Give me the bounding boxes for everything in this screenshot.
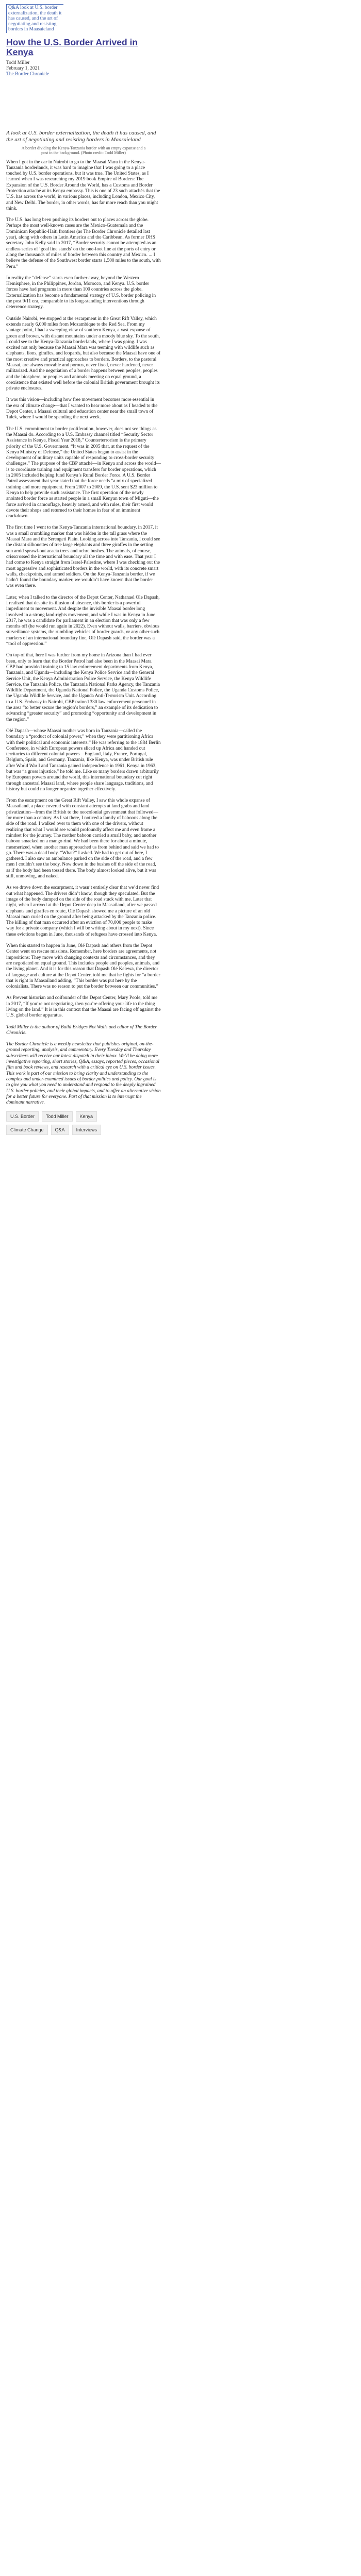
tag-row xyxy=(6,1125,161,1135)
tag-us-border[interactable]: U.S. Border xyxy=(6,1111,39,1122)
paragraph-13: When this started to happen in June, Olé Dapash and others from the Depot Center went on rescue missions. Remember, here borders are agreements, not impositions: They move with changing contexts and circumstances, and they are negotiated on equal ground. This includes people and peoples, animals, and the living planet. And it is for this reason that Dapash Olé Kelewa, the director of language and culture at the Depot Center, told me that he fights for “a border that is right in Maasailand adding, “This border was put here by the colonialists. There was no reason to put the border between our communities.” xyxy=(6,943,160,990)
publish-date: February 1, 2021 xyxy=(6,65,40,71)
paragraph-10: Olé Dapash—whose Maasai mother was born in Tanzania—called the boundary a “product of colonial power,” when they were partitioning Africa with their political and economic interests.” He was referring to the 1884 Berlin Conference, in which European powers sliced up Africa and handed out territories to different colonial powers—England, Italy, France, Portugal, Belgium, Spain, and Germany. Tanzania, like Kenya, was under British rule after World War I and Tanzania gained independence in 1961, Kenya in 1963, but was “a gross injustice,” he told me. Like so many borders drawn arbitrarily by European powers around the world, this international boundary cut right through ancestral Maasai land, where people share language, traditions, and history but could no longer organize together effectively. xyxy=(6,728,161,792)
paragraph-1: When I got in the car in Nairobi to go to the Maasai Mara in the Kenya-Tanzania borderlands, it was hard to imagine that I was going to a place touched by U.S. border operations, but it was true. The United States, as I learned when I was researching my 2019 book Empire of Borders: The Expansion of the U.S. Border Around the World, has a Customs and Border Protection attaché at its Kenya embassy. This is one of 23 such attachés that the U.S. has across the world, in various places, including London, Mexico City, and New Delhi. The border, in other words, has far more reach than you might think. xyxy=(6,159,160,211)
tag-list xyxy=(6,1111,161,1135)
publication-link[interactable]: The Border Chronicle xyxy=(6,71,50,77)
author-name: Todd Miller xyxy=(6,60,30,65)
paragraph-7: The first time I went to the Kenya-Tanzania international boundary, in 2017, it was a small crumbling marker that was hidden in the tall grass where the Maasai Mara and the Serengeti Plain. Looking across into Tanzania, I could see the distant silhouettes of tree large elephants and three giraffes in the setting sun amid sprawl-out acacia trees and ochre bushes. The animals, of course, crisscrossed the international boundary all the time and with ease. That year I had come to Kenya straight from Israel-Palestine, where I was checking out the most aggressive and sophisticated borders in the world, with its concrete smart walls, checkpoints, and armed soldiers. On the Kenya-Tanzania border, if we hadn’t found the boundary marker, we wouldn’t have known that the border was even there. xyxy=(6,525,160,589)
tag-climate-change[interactable]: Climate Change xyxy=(6,1125,48,1135)
top-snippet[interactable]: Q&A look at U.S. border externalization, the death it has caused, and the art of negotiating and resisting borders in Maasaieland xyxy=(6,4,63,33)
article-meta xyxy=(6,60,161,77)
paragraph-4: Outside Nairobi, we stopped at the escarpment in the Great Rift Valley, which extends nearly 6,000 miles from Mozambique to the Red Sea. From my vantage point, I had a sweeping view of southern Kenya, a vast expanse of green and brown, with distant mountains under a moody blue sky. To the south, I could see to the Kenya-Tanzania borderlands, where I was going. I was excited not only because the Maasai Mara was teeming with wildlife such as elephants, lions, giraffes, and leopards, but also because the Maasai have one of the most creative and practical approaches to borders. Borders, to the pastoral Maasai, are always movable and porous, never fixed, never hardened, never militarized. And the negotiation of a border happens between peoples, peoples and the biosphere, or peoples and animals meeting on equal ground, a coexistence that existed well before the colonial British government brought its private enclosures. xyxy=(6,316,161,392)
paragraph-14: As Prevent historian and coifounder of the Depot Center, Mary Poole, told me in 2017, “If you’re not negotiating, then you’re offering your life to the thing living on the land.” It is in this context that the Maasai are facing off against the U.S. global border apparatus. xyxy=(6,995,161,1019)
tag-qa[interactable]: Q&A xyxy=(51,1125,69,1135)
article-body xyxy=(6,160,161,1106)
paragraph-11: From the escarpment on the Great Rift Valley, I saw this whole expanse of Maasailand, a place covered with constant attempts at land grabs and land privatization—from the British to the neocolonial government that followed—for more than a century. As I sat there, I noticed a family of baboons along the side of the road. I walked over to them with one of the drivers, without realizing that what I would see would profoundly affect me and even frame a mindset for the journey. The mother baboon carried a small baby, and another baboon smacked on a mango rind. We had been there for about a minute, mesmerized, when another man approached us from behind and said we had to go. There was a dead body. “What?” I asked. We had to get out of here, I gathered. I also saw an ambulance parked on the side of the road, and a few men I couldn’t see the body. Now down in the bushes off the side of the road, as if the body had been tossed there. The body almost looked alive, but it was still, unmoving, and naked. xyxy=(6,798,159,879)
hero-image-area xyxy=(6,81,161,126)
article-title[interactable]: How the U.S. Border Arrived in Kenya xyxy=(6,37,138,57)
article-dek: A look at U.S. border externalization, the death it has caused, and the art of negotiating and resisting borders in Maasaieland xyxy=(6,129,156,143)
paragraph-2: The U.S. has long been pushing its borders out to places across the globe. Perhaps the most well-known cases are the Mexico-Guatemala and the Dominican Republic-Haiti frontiers (as The Border Chronicle detailed last year), along with others in Latin America and the Caribbean. As former DHS secretary John Kelly said in 2017, “Border security cannot be attempted as an endless series of ‘goal line stands’ on the one-foot line at the ports of entry or along the thousands of miles of border between this country and Mexico. ... I believe the defense of the Southwest border starts 1,500 miles to the south, with Peru.” xyxy=(6,217,161,269)
paragraph-3: In reality the “defense” starts even further away, beyond the Western Hemisphere, in the Philippines, Jordan, Morocco, and Kenya. U.S. border forces have had programs in more than 100 countries across the globe. Externalization has become a fundamental strategy of U.S. border policing in the post 9/11 era, comparable to its long-standing interventions through deterrence strategy. xyxy=(6,275,156,310)
tag-row xyxy=(6,1111,161,1122)
paragraph-9: On top of that, here I was further from my home in Arizona than I had ever been, only to learn that the Border Patrol had also been in the Maasai Mara. CBP had provided training to 15 law enforcement departments from Kenya, Tanzania, and Uganda—including the Kenya Police Service and the General Service Unit, the Kenya Administration Police Service, the Kenya Wildlife Service, the Tanzania Police, the Tanzania National Parks Agency, the Tanzania Wildlife Department, the Uganda National Police, the Uganda Customs Police, the Uganda Wildlife Service, and the Uganda Anti-Terrorism Unit. According to a U.S. Embassy in Nairobi, CBP trained 330 law enforcement personnel in the area “to better secure the region’s borders,” an example of its dedication to advancing “greater security” and promoting “opportunity and development in the region.” xyxy=(6,653,160,722)
tag-todd-miller[interactable]: Todd Miller xyxy=(42,1111,73,1122)
tag-interviews[interactable]: Interviews xyxy=(72,1125,102,1135)
article-page xyxy=(6,0,161,1135)
paragraph-6: The U.S. commitment to border proliferation, however, does not see things as the Maasai do. According to a U.S. Embassy channel titled “Security Sector Assistance in Kenya, Fiscal Year 2018,” Counterterrorism is the primary priority of the U.S. Government. “It was in 2005 that, at the request of the Kenya Ministry of Defense,” the United States began to assist in the development of military units capable of responding to cross-border security challenges.” The purpose of the CBP attaché—in Kenya and across the world—is to coordinate training and equipment transfers for border operations, which in 2005 included helping fund Kenya’s Rural Border Force. A U.S. Border Patrol assessment that year stated that the force needs “a mix of specialized training and more equipment. From 2007 to 2009, the U.S. sent $23 million to Kenya to help provide such assistance. The first operation of the newly anointed border force as started people in a small Kenyan town of Miguti—the force arrived in camouflage, heavily armed, and with rules, their first would devote their shops and returned to their homes in fear of an imminent crackdown. xyxy=(6,426,161,519)
paragraph-12: As we drove down the escarpment, it wasn’t entirely clear that we’d never find out what happened. The drivers didn’t know, though they speculated. But the image of the body dumped on the side of the road stuck with me. Later that night, when I arrived at the Depot Center deep in Maasailand, after we passed elephants and giraffes en route, Olé Dapash showed me a picture of an old Maasai man curled on the ground after being attacked by the Tanzania police. The killing of that man occurred after an eviction of 70,000 people to make way for a private company (which I will be writing about in my next). Since these evictions began in June, thousands of refugees have crossed into Kenya. xyxy=(6,885,159,937)
paragraph-5: It was this vision—including how free movement becomes more essential in the era of climate change—that I wanted to hear more about as I headed to the Depot Center, a Maasai cultural and education center near the small town of Talek, where I would be spending the next week. xyxy=(6,397,158,420)
newsletter-blurb: The Border Chronicle is a weekly newsletter that publishes original, on-the-ground reporting, analysis, and commentary. Every Tuesday and Thursday subscribers will receive our latest dispatch in their inbox. We’ll be doing more investigative reporting, short stories, Q&A, essays, reported pieces, occasional film and book reviews, and research with a critical eye on U.S. border issues. This work is part of our mission to bring clarity and understanding to the complex and under-examined issues of border politics and policy. Our goal is to give you what you need to understand and respond to the deeply ingrained U.S. border policies, and their global impacts, and to offer an alternative vision for a better future for everyone. Part of that mission is to interrupt the dominant narrative. xyxy=(6,1042,161,1106)
paragraph-8: Later, when I talked to the director of the Depot Center, Nathanael Ole Dapash, I realized that despite its illusion of absence, this border is a powerful impediment to movement. And despite the invisible Maasai border long involved in a strong land-rights movement, and while I was in Kenya in June 2017, he was a candidate for parliament in an election that was only a few months off (he would run again in 2022). Even without walls, barriers, obvious surveillance systems, the rumbling vehicles of border guards, or any other such markers of an international boundary line, Olé Dapash said, the border was a “tool of oppression.” xyxy=(6,595,160,647)
image-caption: A border dividing the Kenya-Tanzania border with an empty expanse and a post in the background. (Photo credit: Todd Miller) xyxy=(21,145,146,155)
tag-kenya[interactable]: Kenya xyxy=(76,1111,97,1122)
author-bio: Todd Miller is the author of Build Bridges Not Walls and editor of The Border Chronicle. xyxy=(6,1024,157,1036)
